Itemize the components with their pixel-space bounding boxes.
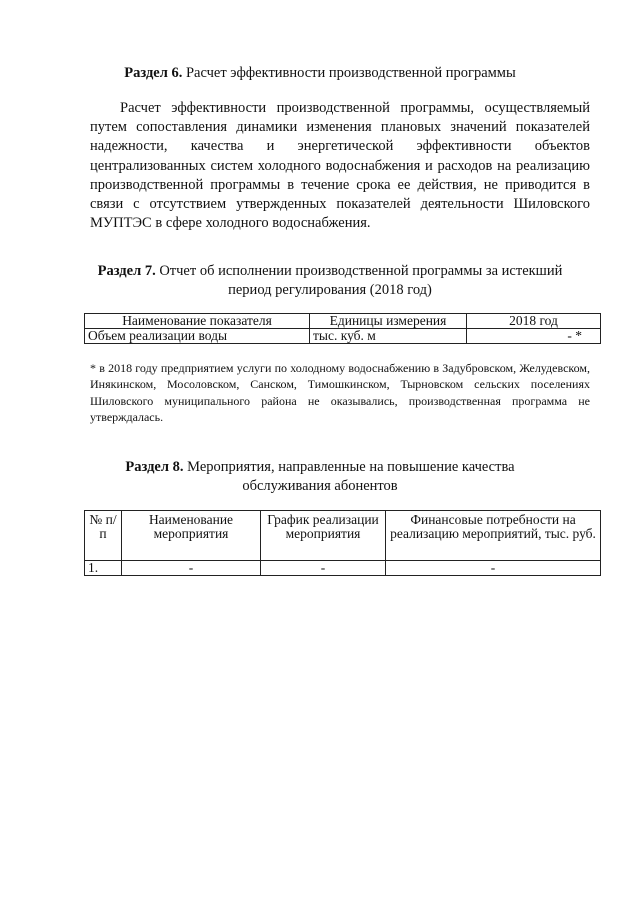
header-measure-name: Наименование мероприятия (122, 511, 261, 561)
section-7-footnote: * в 2018 году предприятием услуги по холодному водоснабжению в Задубровском, Желудевском, Инякинском, Мосоловском, Санском, Тимошкинском, Тырновском сельских поселениях Шиловского муниципального района не оказывались, производственная программа не утверждалась. (90, 361, 590, 425)
table-row (85, 329, 601, 344)
section-6-body: Расчет эффективности производственной программы, осуществляемый путем сопоставления динамики изменения плановых значений показателей надежности, качества и энергетической эффективности объектов централизованных систем холодного водоснабжения и расходов на реализацию производственной программы в течение срока ее действия, не приводится в связи с отсутствием утвержденных показателей деятельности Шиловского МУПТЭС в сфере холодного водоснабжения. (90, 100, 590, 232)
cell-indicator-name: Объем реализации воды (85, 329, 310, 344)
section-7-label: Раздел 7. (97, 263, 156, 279)
cell-measure-name: - (122, 561, 261, 576)
header-indicator-name: Наименование показателя (85, 314, 310, 329)
section-7-heading (70, 262, 590, 300)
cell-units: тыс. куб. м (310, 329, 467, 344)
section-8-label: Раздел 8. (125, 459, 184, 475)
table-header-row (85, 511, 601, 561)
section-6-heading (80, 64, 560, 83)
header-number: № п/п (85, 511, 122, 561)
table-header-row (85, 314, 601, 329)
section-8-title-line-1 (80, 458, 560, 477)
table-row (85, 561, 601, 576)
cell-schedule: - (261, 561, 386, 576)
section-8-title-text: Мероприятия, направленные на повышение качества (183, 459, 515, 475)
section-7-table (84, 313, 601, 344)
section-8-title-line-2: обслуживания абонентов (242, 478, 398, 494)
header-schedule: График реализации мероприятия (261, 511, 386, 561)
section-7-title-line-1 (70, 262, 590, 281)
section-6-title: Расчет эффективности производственной программы (182, 65, 516, 81)
cell-financial-needs: - (386, 561, 601, 576)
section-8-table (84, 510, 601, 576)
header-financial-needs: Финансовые потребности на реализацию мероприятий, тыс. руб. (386, 511, 601, 561)
header-year: 2018 год (467, 314, 601, 329)
cell-number: 1. (85, 561, 122, 576)
section-7-title-line-2: период регулирования (2018 год) (228, 282, 432, 298)
cell-value: - * (467, 329, 601, 344)
section-7-title-text: Отчет об исполнении производственной программы за истекший (155, 263, 563, 279)
section-6-label: Раздел 6. (124, 65, 183, 81)
header-units: Единицы измерения (310, 314, 467, 329)
section-8-heading (80, 458, 560, 496)
